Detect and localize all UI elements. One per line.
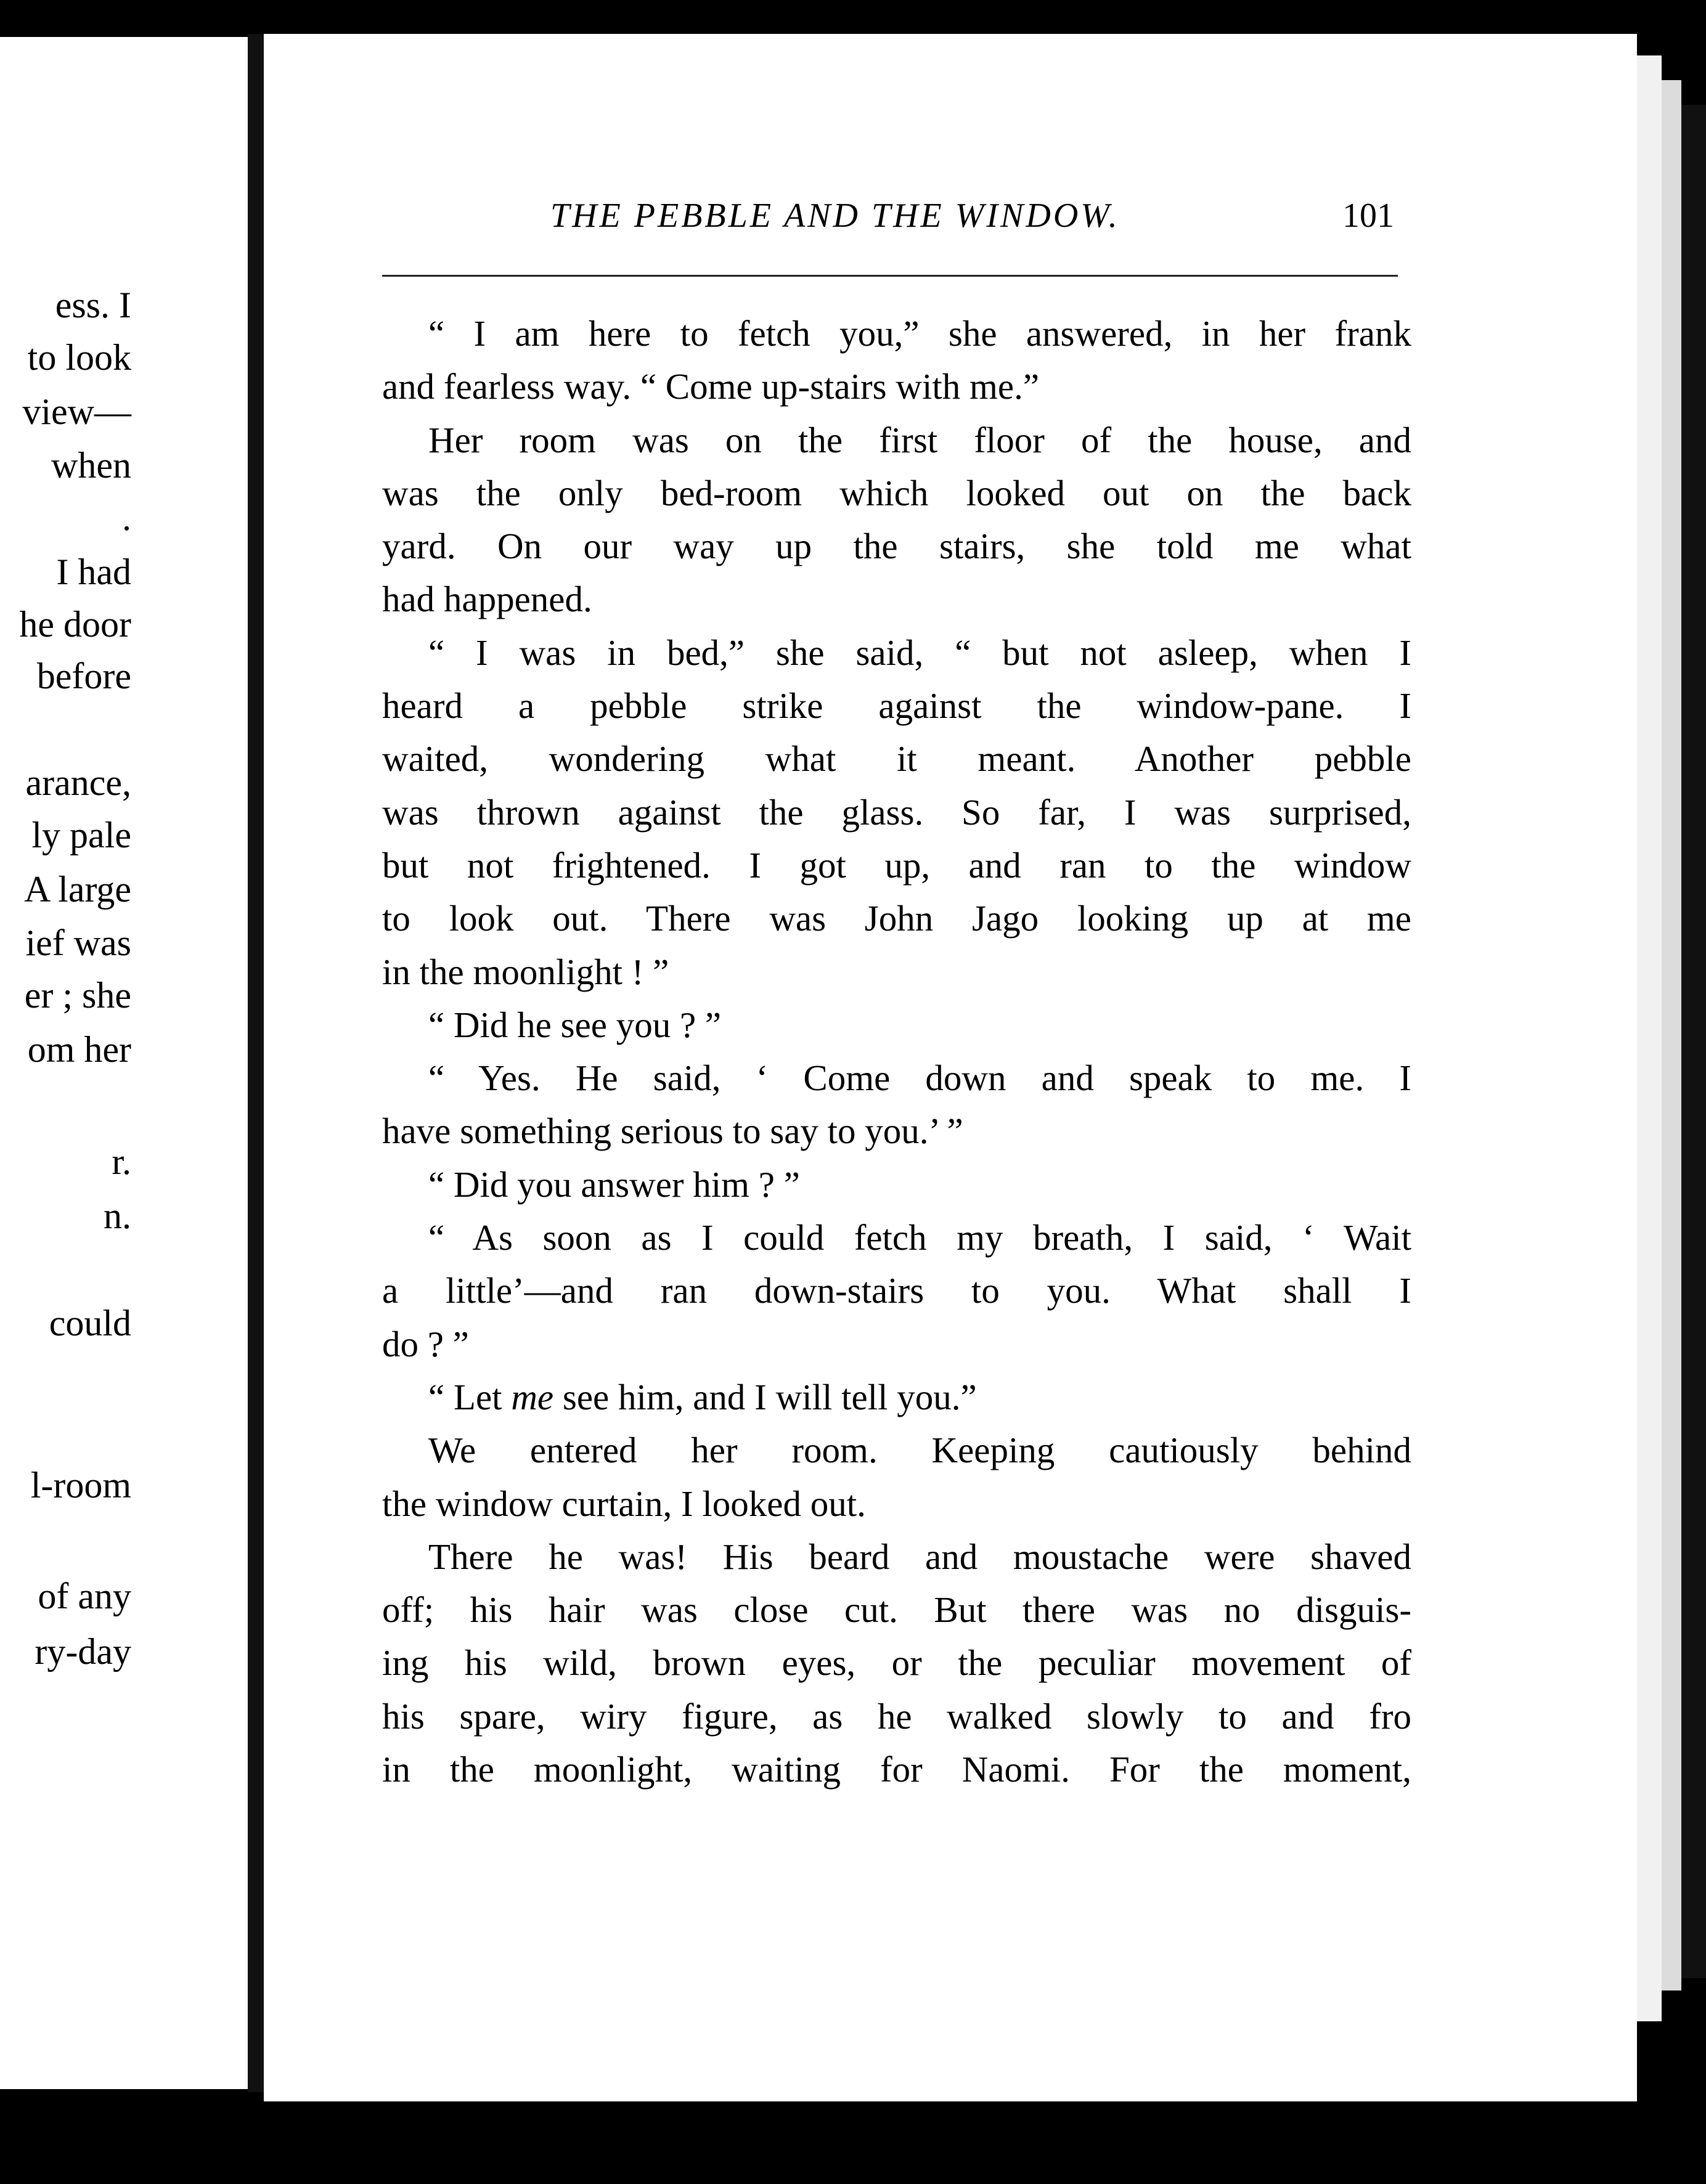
text-line: “ Let me see him, and I will tell you.” (428, 1376, 977, 1417)
text-line: in the moonlight, waiting for Naomi. For the moment, (382, 1749, 1411, 1790)
previous-page-line: arance, (25, 762, 131, 803)
text-line: waited, wondering what it meant. Another pebble (382, 738, 1411, 780)
previous-page-line: view— (22, 391, 131, 432)
previous-page-line: ess. I (55, 285, 131, 325)
text-line: off; his hair was close cut. But there was no disguis- (382, 1589, 1411, 1631)
previous-page-line: n. (104, 1196, 131, 1236)
text-line: There he was! His beard and moustache were shaved (428, 1536, 1411, 1577)
text-line: and fearless way. “ Come up-stairs with me.” (382, 366, 1040, 407)
page-edge (1681, 105, 1706, 1978)
text-line: had happened. (382, 579, 592, 620)
text-line: yard. On our way up the stairs, she told me what (382, 526, 1411, 567)
previous-page-line: om her (27, 1029, 131, 1070)
page-edge (1637, 55, 1662, 2021)
text-line: his spare, wiry figure, as he walked slowly to and fro (382, 1695, 1411, 1737)
previous-page-line: to look (27, 337, 131, 378)
header-rule (382, 275, 1398, 277)
text-line: “ Yes. He said, ‘ Come down and speak to me. I (428, 1057, 1411, 1099)
text-line: the window curtain, I looked out. (382, 1483, 866, 1524)
text-line: was thrown against the glass. So far, I was surprised, (382, 791, 1411, 833)
previous-page-line: l-room (30, 1465, 131, 1506)
text-line: but not frightened. I got up, and ran to the window (382, 844, 1411, 886)
previous-page-line: er ; she (24, 975, 131, 1016)
previous-page-line: ly pale (31, 815, 131, 855)
text-line: have something serious to say to you.’ ” (382, 1110, 963, 1152)
previous-page-line: when (51, 445, 131, 486)
text-line: in the moonlight ! ” (382, 951, 669, 992)
page-edge (1662, 80, 1681, 1990)
previous-page-line: ry-day (35, 1631, 131, 1672)
text-line: ing his wild, brown eyes, or the peculiar movement of (382, 1642, 1411, 1684)
text-line: was the only bed-room which looked out on the back (382, 472, 1411, 513)
text-line: a little’—and ran down-stairs to you. What shall I (382, 1270, 1411, 1311)
previous-page-line: before (36, 656, 131, 696)
text-line: Her room was on the first floor of the house, and (428, 419, 1411, 460)
book-gutter (248, 34, 264, 2092)
previous-page-line: could (49, 1303, 131, 1343)
previous-page-text (0, 37, 258, 2089)
text-line: heard a pebble strike against the window-pane. I (382, 685, 1411, 727)
previous-page-fragment (0, 37, 258, 2089)
previous-page-line: he door (19, 604, 131, 645)
text-line: We entered her room. Keeping cautiously behind (428, 1430, 1411, 1471)
emphasis: me (511, 1376, 554, 1417)
previous-page-line: of any (38, 1576, 131, 1616)
text-line: “ I was in bed,” she said, “ but not asleep, when I (428, 632, 1411, 673)
body-text (382, 307, 1411, 1796)
text-line: “ Did you answer him ? ” (428, 1163, 800, 1205)
previous-page-line: A large (24, 869, 131, 910)
running-head: THE PEBBLE AND THE WINDOW. (550, 197, 1120, 235)
previous-page-line: r. (112, 1141, 131, 1182)
text-line: to look out. There was John Jago looking up at me (382, 898, 1411, 939)
text-line: “ I am here to fetch you,” she answered, in her frank (428, 313, 1411, 354)
text-line: do ? ” (382, 1323, 469, 1364)
previous-page-line: . (122, 497, 131, 538)
text-line: “ Did he see you ? ” (428, 1004, 722, 1045)
text-line: “ As soon as I could fetch my breath, I said, ‘ Wait (428, 1217, 1411, 1258)
previous-page-line: I had (56, 552, 131, 592)
page-number: 101 (1342, 197, 1394, 235)
previous-page-line: ief was (25, 923, 131, 963)
